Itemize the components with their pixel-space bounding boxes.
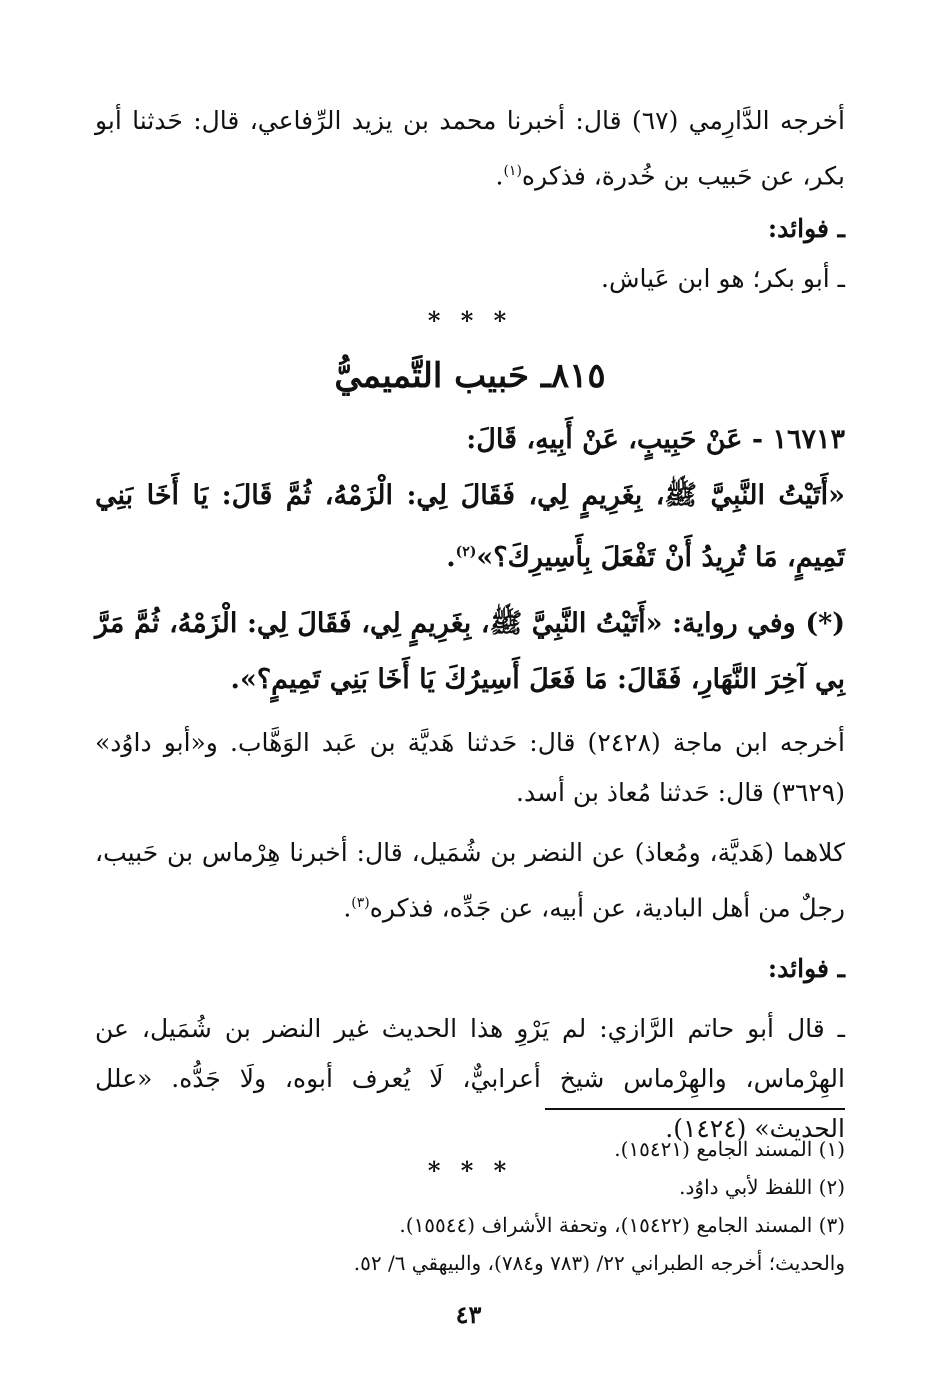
separator-stars-1: * * * <box>427 306 513 336</box>
footnote-2: (٢) اللفظ لأبي داوُد. <box>679 1175 845 1199</box>
takhrij-darimi <box>95 96 845 201</box>
fawaid-heading-2: ـ فوائد: <box>767 953 845 983</box>
takhrij-both-end: . <box>343 893 352 923</box>
hadith-text-body: «أَتَيْتُ النَّبِيَّ ﷺ، بِغَرِيمٍ لِي، فَقَالَ لِي: الْزَمْهُ، ثُمَّ قَالَ: يَا أَخَا بَنِي تَمِيمٍ، مَا تُرِيدُ أَنْ تَفْعَلَ بِأَسِيرِكَ؟» <box>95 480 845 574</box>
hadith-text <box>95 468 845 586</box>
separator-stars-2: * * * <box>427 1155 513 1185</box>
footnote-ref-1[interactable]: (١) <box>503 163 522 179</box>
footnote-ref-3[interactable]: (٣) <box>351 895 370 912</box>
section-title: ٨١٥ـ حَبيب التَّميميُّ <box>334 356 606 397</box>
footnote-rule <box>545 1108 845 1110</box>
fawaid-heading-1: ـ فوائد: <box>767 214 845 244</box>
footnote-ref-2[interactable]: (٢) <box>455 544 477 561</box>
takhrij-ibn-majah: أخرجه ابن ماجة (٢٤٢٨) قال: حَدثنا هَديَّة بن عَبد الوَهَّاب. و«أبو داوُد» (٣٦٢٩) قال: حَدثنا مُعاذ بن أسد. <box>95 728 845 808</box>
takhrij-darimi-text: أخرجه الدَّارِمي (٦٧) قال: أخبرنا محمد بن يزيد الرِّفاعي، قال: حَدثنا أبو بكر، عن حَبيب بن خُدرة، فذكره <box>95 106 845 191</box>
fawaid-item-1: ـ أبو بكر؛ هو ابن عَياش. <box>601 264 845 294</box>
hadith-heading: ١٦٧١٣ - عَنْ حَبِيبٍ، عَنْ أَبِيهِ، قَالَ: <box>466 424 845 456</box>
footnote-3: (٣) المسند الجامع (١٥٤٢٢)، وتحفة الأشراف (١٥٥٤٤). <box>399 1213 845 1237</box>
riwaya-text: (*) وفي رواية: «أَتَيْتُ النَّبِيَّ ﷺ، بِغَرِيمٍ لِي، فَقَالَ لِي: الْزَمْهُ، ثُمَّ مَرَّ بِي آخِرَ النَّهَارِ، فَقَالَ: مَا فَعَلَ أَسِيرُكَ يَا أَخَا بَنِي تَمِيمٍ؟». <box>95 608 845 696</box>
page-number: ٤٣ <box>455 1300 482 1329</box>
takhrij-both-text: كلاهما (هَديَّة، ومُعاذ) عن النضر بن شُمَيل، قال: أخبرنا هِرْماس بن حَبيب، رجلٌ من أهل البادية، عن أبيه، عن جَدِّه، فذكره <box>95 838 845 923</box>
fawaid-item-2: ـ قال أبو حاتم الرَّازي: لم يَرْوِ هذا الحديث غير النضر بن شُمَيل، عن الهِرْماس، والهِرْماس شيخ أعرابيٌّ، لَا يُعرف أبوه، ولَا جَدُّه. «علل الحديث» (١٤٢٤). <box>95 1013 845 1143</box>
page-body <box>95 96 845 1188</box>
takhrij-both <box>95 828 845 933</box>
takhrij-darimi-end: . <box>495 161 504 191</box>
footnotes <box>95 1130 845 1282</box>
footnote-1: (١) المسند الجامع (١٥٤٢١). <box>614 1137 845 1161</box>
hadith-text-end: . <box>446 542 456 574</box>
footnote-3-continued: والحديث؛ أخرجه الطبراني ٢٢/ (٧٨٣ و٧٨٤)، والبيهقي ٦/ ٥٢. <box>353 1251 845 1275</box>
